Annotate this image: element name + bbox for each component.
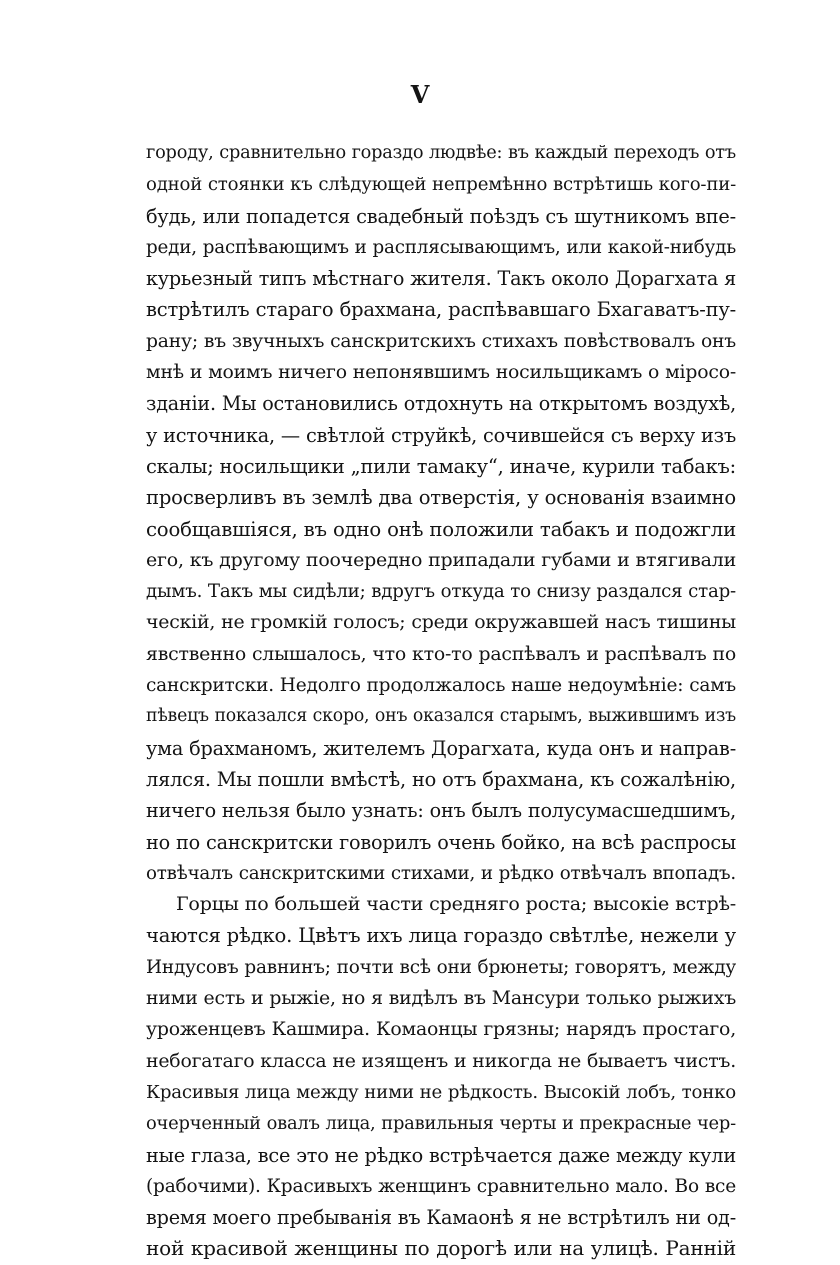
text-line: ные глаза, все это не рѣдко встрѣчается даже между кули xyxy=(146,1143,736,1167)
text-line: ума брахманомъ, жителемъ Дорагхата, куда онъ и направ- xyxy=(146,736,736,760)
text-line: одной стоянки къ слѣдующей непремѣнно встрѣтишь кого-пи- xyxy=(146,174,736,196)
text-line: время моего пребыванія въ Камаонѣ я не встрѣтилъ ни од- xyxy=(146,1206,736,1230)
text-line: ческій, не громкій голосъ; среди окружавшей насъ тишины xyxy=(146,611,736,634)
text-line: городу, сравнительно гораздо людвѣе: въ каждый переходъ отъ xyxy=(146,143,736,163)
text-line: курьезный типъ мѣстнаго жителя. Такъ около Дорагхата я xyxy=(146,267,736,291)
text-line: скалы; носильщики „пили тамаку“, иначе, курили табакъ: xyxy=(146,454,736,478)
text-line: Красивыя лица между ними не рѣдкость. Высокій лобъ, тонко xyxy=(146,1081,736,1103)
text-line: лялся. Мы пошли вмѣстѣ, но отъ брахмана, къ сожалѣнію, xyxy=(146,767,736,791)
text-line: сообщавшіяся, въ одно онѣ положили табакъ и подожгли xyxy=(146,517,736,541)
body-text xyxy=(146,138,736,1265)
text-line: (рабочими). Красивыхъ женщинъ сравнительно мало. Во все xyxy=(146,1175,736,1197)
text-line: будь, или попадется свадебный поѣздъ съ шутникомъ впе- xyxy=(146,204,736,228)
text-line: ной красивой женщины по дорогѣ или на улицѣ. Ранній xyxy=(146,1236,736,1261)
text-line: его, къ другому поочередно припадали губами и втягивали xyxy=(146,548,736,571)
text-line: рану; въ звучныхъ санскритскихъ стихахъ повѣствовалъ онъ xyxy=(146,330,736,352)
text-line: просверливъ въ землѣ два отверстія, у основанія взаимно xyxy=(146,486,736,510)
text-line: зданіи. Мы остановились отдохнуть на открытомъ воздухѣ, xyxy=(146,392,736,416)
text-line: ничего нельзя было узнать: онъ былъ полусумасшедшимъ, xyxy=(146,799,736,823)
text-line: пѣвецъ показался скоро, онъ оказался старымъ, выжившимъ изъ xyxy=(146,706,736,727)
text-line: санскритски. Недолго продолжалось наше недоумѣніе: самъ xyxy=(146,675,736,697)
text-line: ними есть и рыжіе, но я видѣлъ въ Мансури только рыжихъ xyxy=(146,987,736,1010)
text-line: Горцы по большей части средняго роста; высокіе встрѣ- xyxy=(176,893,736,916)
text-line: небогатаго класса не изященъ и никогда не бываетъ чистъ. xyxy=(146,1050,736,1072)
text-line: встрѣтилъ стараго брахмана, распѣвавшаго Бхагаватъ-пу- xyxy=(146,298,736,322)
text-line: мнѣ и моимъ ничего непонявшимъ носильщикамъ о міросо- xyxy=(146,362,736,384)
text-line: явственно слышалось, что кто-то распѣвалъ и распѣвалъ по xyxy=(146,642,736,665)
text-line: уроженцевъ Кашмира. Комаонцы грязны; нарядъ простаго, xyxy=(146,1018,736,1041)
text-line: у источника, — свѣтлой струйкѣ, сочившейся съ верху изъ xyxy=(146,423,736,447)
text-line: очерченный овалъ лица, правильныя черты и прекрасные чер- xyxy=(146,1113,736,1135)
text-line: чаются рѣдко. Цвѣтъ ихъ лица гораздо свѣтлѣе, нежели у xyxy=(146,924,736,948)
text-line: Индусовъ равнинъ; почти всѣ они брюнеты; говорятъ, между xyxy=(146,956,736,978)
text-line: отвѣчалъ санскритскими стихами, и рѣдко отвѣчалъ впопадъ. xyxy=(146,862,736,884)
text-line: дымъ. Такъ мы сидѣли; вдругъ откуда то снизу раздался стар- xyxy=(146,581,736,603)
text-line: реди, распѣвающимъ и расплясывающимъ, или какой-нибудь xyxy=(146,236,736,258)
text-line: но по санскритски говорилъ очень бойко, на всѣ распросы xyxy=(146,830,736,854)
page-number: V xyxy=(410,80,430,109)
paragraph xyxy=(146,889,736,1265)
paragraph xyxy=(146,138,736,889)
